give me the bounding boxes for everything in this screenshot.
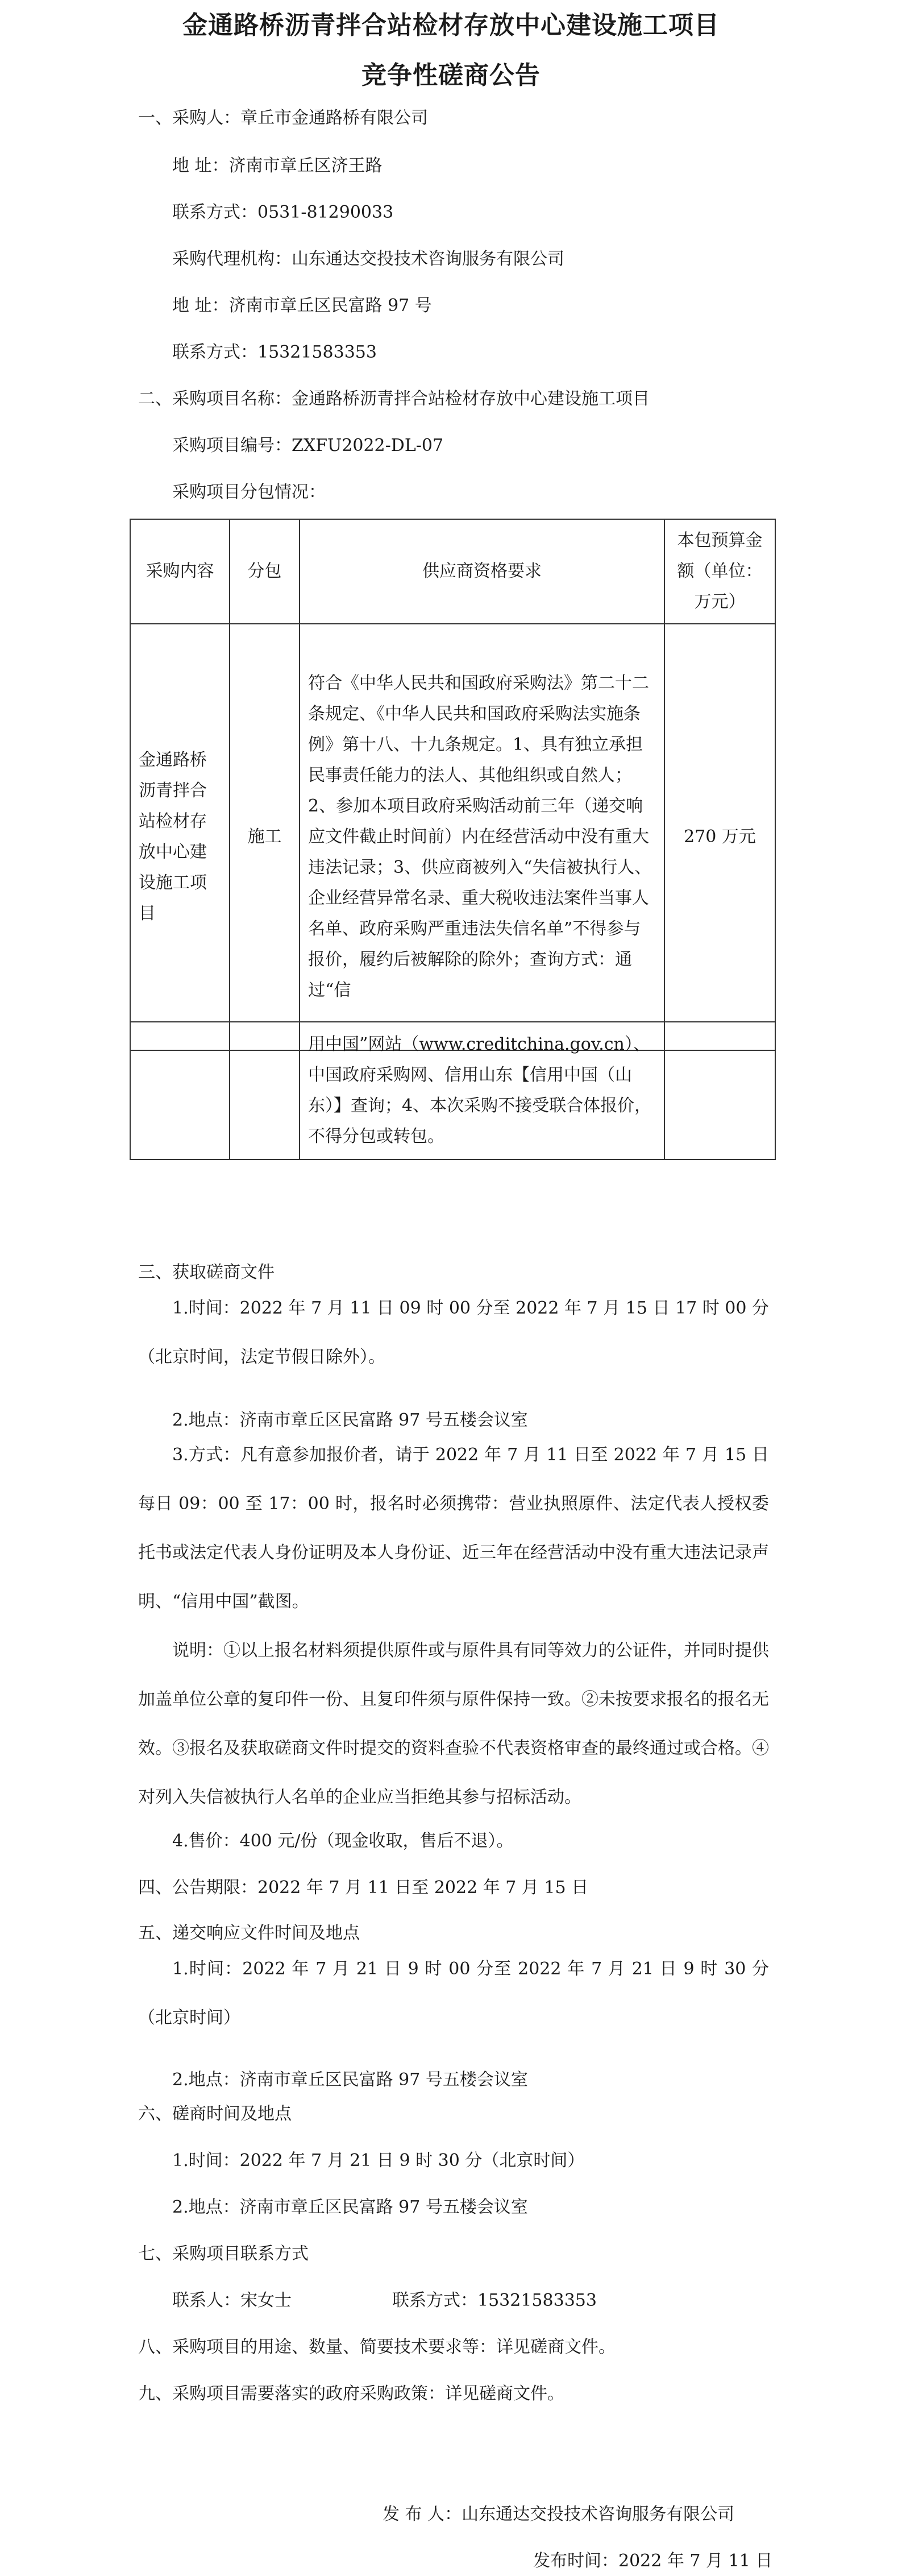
lots-table: [130, 519, 776, 1051]
section5-time: 1.时间：2022 年 7 月 21 日 9 时 00 分至 2022 年 7 月 21 日 9 时 30 分（北京时间）: [138, 1959, 769, 2028]
cell-requirements-part1: 符合《中华人民共和国政府采购法》第二十二条规定、《中华人民共和国政府采购法实施条例》第十八、十九条规定。1、具有独立承担民事责任能力的法人、其他组织或自然人；2、参加本项目政府采购活动前三年（递交响应文件截止时间前）内在经营活动中没有重大违法记录；3、供应商被列入“失信被执行人、企业经营异常名录、重大税收违法案件当事人名单、政府采购严重违法失信名单”不得参与报价，履约后被解除的除外；查询方式：通过“信: [300, 624, 664, 1050]
cell-content-continued: [130, 1022, 230, 1159]
cell-budget: 270 万元: [664, 624, 775, 1050]
section6-heading: 六、磋商时间及地点: [138, 2104, 292, 2124]
header-lot: 分包: [230, 519, 300, 624]
section5-place: 2.地点：济南市章丘区民富路 97 号五楼会议室: [172, 2070, 528, 2090]
table-row: [130, 624, 775, 1050]
project-number: 采购项目编号：ZXFU2022-DL-07: [172, 436, 444, 455]
publisher: 发 布 人：山东通达交投技术咨询服务有限公司: [383, 2504, 735, 2524]
section6-place: 2.地点：济南市章丘区民富路 97 号五楼会议室: [172, 2197, 528, 2217]
purchaser-address: 地 址：济南市章丘区济王路: [172, 156, 383, 176]
table-header-row: [130, 519, 775, 624]
table-row-continued: [130, 1022, 775, 1159]
header-requirements: 供应商资格要求: [300, 519, 664, 624]
section8-heading: 八、采购项目的用途、数量、简要技术要求等：详见磋商文件。: [138, 2337, 616, 2357]
cell-requirements-part2: 用中国”网站（www.creditchina.gov.cn）、中国政府采购网、信用山东【信用中国（山东）】查询；4、本次采购不接受联合体报价，不得分包或转包。: [300, 1022, 664, 1159]
cell-lot-continued: [230, 1022, 300, 1159]
section6-time: 1.时间：2022 年 7 月 21 日 9 时 30 分（北京时间）: [172, 2151, 585, 2171]
document-subtitle: 竞争性磋商公告: [361, 61, 541, 90]
header-budget: 本包预算金额（单位：万元）: [664, 519, 775, 624]
section3-method: 3.方式：凡有意参加报价者，请于 2022 年 7 月 11 日至 2022 年 7 月 15 日每日 09：00 至 17：00 时，报名时必须携带：营业执照原件、法定代表人授权委托书或法定代表人身份证明及本人身份证、近三年在经营活动中没有重大违法记录声明、“信用中国”截图。: [138, 1445, 769, 1612]
lots-label: 采购项目分包情况：: [172, 482, 326, 502]
section4-heading: 四、公告期限：2022 年 7 月 11 日至 2022 年 7 月 15 日: [138, 1878, 589, 1898]
section1-heading: 一、采购人：章丘市金通路桥有限公司: [138, 108, 428, 128]
section5-heading: 五、递交响应文件时间及地点: [138, 1923, 360, 1943]
agency-address: 地 址：济南市章丘区民富路 97 号: [172, 296, 432, 316]
purchaser-phone: 联系方式：0531-81290033: [172, 202, 394, 222]
section7-heading: 七、采购项目联系方式: [138, 2244, 309, 2264]
agency-name: 采购代理机构：山东通达交投技术咨询服务有限公司: [172, 249, 564, 269]
section9-heading: 九、采购项目需要落实的政府采购政策：详见磋商文件。: [138, 2384, 564, 2404]
section3-heading: 三、获取磋商文件: [138, 1262, 275, 1282]
cell-budget-continued: [664, 1022, 775, 1159]
contact-phone: 联系方式：15321583353: [392, 2291, 597, 2310]
cell-lot: 施工: [230, 624, 300, 1050]
header-content: 采购内容: [130, 519, 230, 624]
lots-table-continued: [130, 1021, 776, 1160]
cell-content: 金通路桥沥青拌合站检材存放中心建设施工项目: [130, 624, 230, 1050]
section3-price: 4.售价：400 元/份（现金收取，售后不退）。: [172, 1831, 514, 1851]
section3-note: 说明：①以上报名材料须提供原件或与原件具有同等效力的公证件，并同时提供加盖单位公章的复印件一份、且复印件须与原件保持一致。②未按要求报名的报名无效。③报名及获取磋商文件时提交的资料查验不代表资格审查的最终通过或合格。④对列入失信被执行人名单的企业应当拒绝其参与招标活动。: [138, 1641, 769, 1807]
publish-date: 发布时间：2022 年 7 月 11 日: [533, 2551, 773, 2571]
contact-person: 联系人：宋女士: [172, 2291, 292, 2310]
section2-heading: 二、采购项目名称：金通路桥沥青拌合站检材存放中心建设施工项目: [138, 389, 650, 409]
section3-place: 2.地点：济南市章丘区民富路 97 号五楼会议室: [172, 1410, 528, 1430]
document-title: 金通路桥沥青拌合站检材存放中心建设施工项目: [182, 11, 720, 40]
agency-phone: 联系方式：15321583353: [172, 342, 377, 362]
section3-time: 1.时间：2022 年 7 月 11 日 09 时 00 分至 2022 年 7 月 15 日 17 时 00 分（北京时间，法定节假日除外）。: [138, 1298, 769, 1367]
